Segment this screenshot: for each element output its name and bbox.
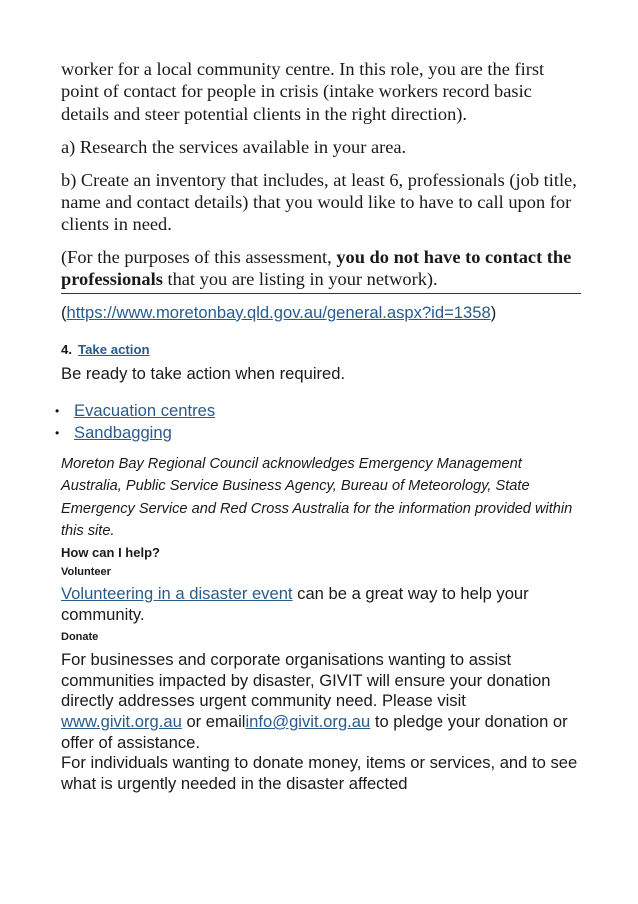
task-b: b) Create an inventory that includes, at least 6, professionals (job title, name and contact details) that you would like to have to call upon for clients in need. <box>61 169 577 235</box>
volunteer-paragraph <box>61 584 581 625</box>
volunteering-link[interactable]: Volunteering in a disaster event <box>61 584 293 604</box>
assessment-note <box>61 246 581 294</box>
council-url-line <box>61 302 581 324</box>
note-bold: you do not have to contact the professionals <box>61 246 572 290</box>
note-prefix: (For the purposes of this assessment, <box>61 246 337 267</box>
url-close-paren: ) <box>490 302 497 322</box>
givit-email-link[interactable]: info@givit.org.au <box>245 712 371 732</box>
take-action-link[interactable]: Take action <box>78 341 150 357</box>
acknowledgement: Moreton Bay Regional Council acknowledges Emergency Management Australia, Public Service Business Agency, Bureau of Meteorology, State Emergency Service and Red Cross Australia for the information provided within this site. <box>61 456 573 539</box>
evacuation-centres-link[interactable]: Evacuation centres <box>74 401 216 421</box>
volunteer-text: can be a great way to help your community. <box>61 584 529 624</box>
donate-text-3: to pledge your donation or offer of assistance. <box>61 712 568 752</box>
help-heading: How can I help? <box>61 545 160 561</box>
bullet-icon: • <box>55 404 60 419</box>
take-action-intro: Be ready to take action when required. <box>61 363 346 383</box>
donate-label: Donate <box>61 631 99 644</box>
note-suffix: that you are listing in your network). <box>162 269 438 290</box>
donate-text-2: or email <box>181 712 246 732</box>
section-number: 4. <box>61 341 72 357</box>
volunteer-label: Volunteer <box>61 566 111 579</box>
url-open-paren: ( <box>61 302 67 322</box>
council-url-link[interactable]: https://www.moretonbay.qld.gov.au/general.aspx?id=1358 <box>66 302 491 322</box>
action-links-list <box>55 400 581 444</box>
intro-paragraph: worker for a local community centre. In this role, you are the first point of contact for people in crisis (intake workers record basic details and steer potential clients in the right direction). <box>61 59 545 124</box>
bullet-icon: • <box>55 426 60 441</box>
list-item <box>55 400 581 422</box>
task-a: a) Research the services available in your area. <box>61 137 407 158</box>
donate-text-1: For businesses and corporate organisations wanting to assist communities impacted by disaster, GIVIT will ensure your donation directly addresses urgent community need. Please visit <box>61 650 551 711</box>
sandbagging-link[interactable]: Sandbagging <box>74 423 172 443</box>
donate-paragraph <box>61 650 581 753</box>
page-content <box>55 58 581 794</box>
individuals-paragraph: For individuals wanting to donate money, items or services, and to see what is urgently needed in the disaster affected <box>61 753 578 793</box>
list-item <box>55 422 581 444</box>
givit-website-link[interactable]: www.givit.org.au <box>61 712 182 732</box>
section-4-heading <box>61 342 581 357</box>
